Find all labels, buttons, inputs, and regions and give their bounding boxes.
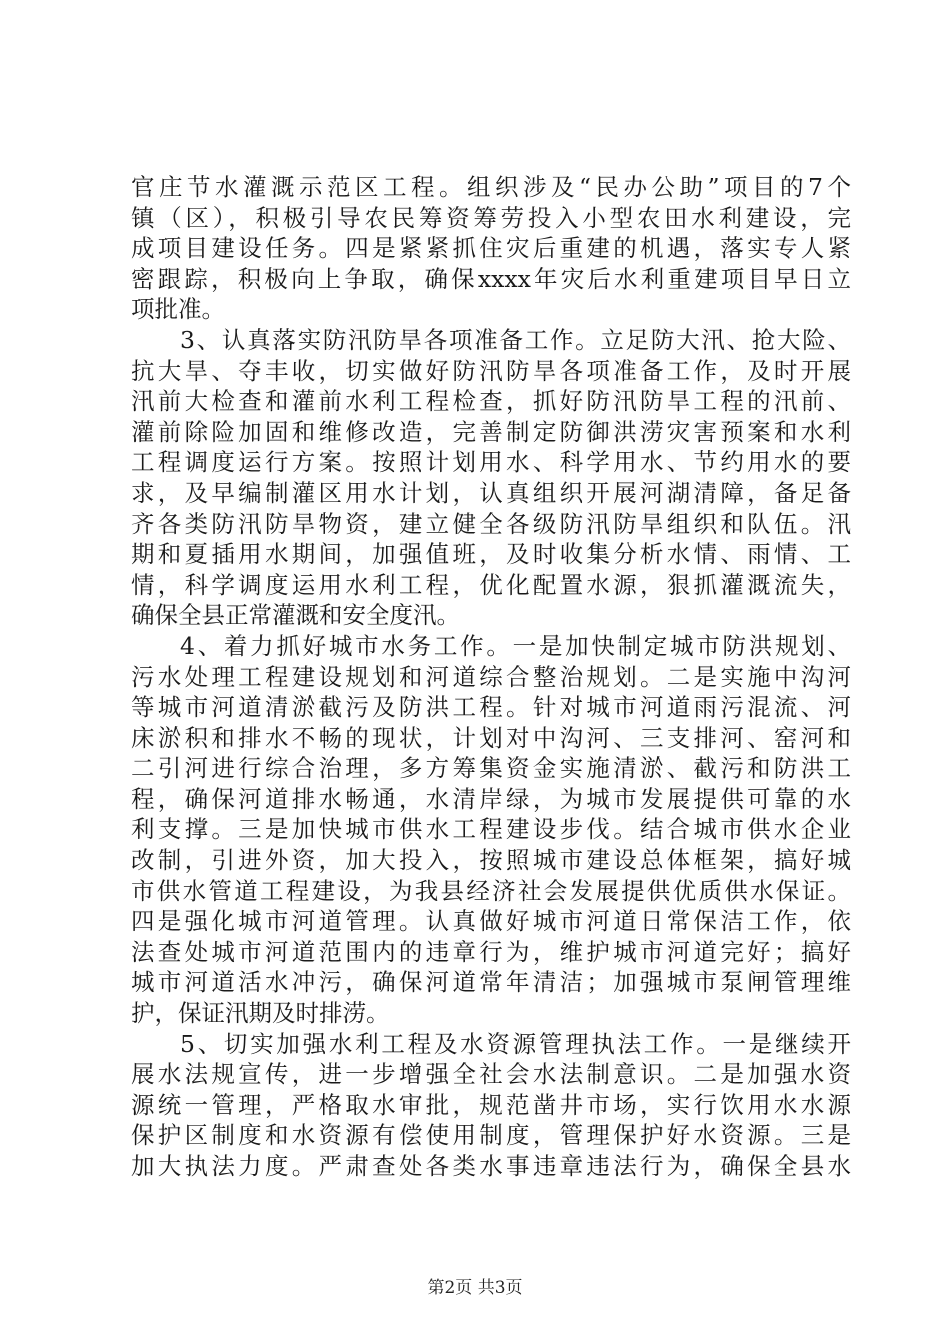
text-line: 期和夏插用水期间，加强值班，及时收集分析水情、雨情、工 (131, 540, 851, 569)
text-line: 利支撑。三是加快城市供水工程建设步伐。结合城市供水企业 (131, 815, 851, 844)
text-line: 城市河道活水冲污，确保河道常年清洁；加强城市泵闸管理维 (131, 968, 851, 997)
text-line: 法查处城市河道范围内的违章行为，维护城市河道完好；搞好 (131, 937, 851, 966)
text-line: 保护区制度和水资源有偿使用制度，管理保护好水资源。三是 (131, 1121, 851, 1150)
text-line: 灌前除险加固和维修改造，完善制定防御洪涝灾害预案和水利 (131, 417, 851, 446)
document-body (131, 172, 851, 1182)
text-line: 确保全县正常灌溉和安全度汛。 (131, 601, 460, 630)
text-line: 展水法规宣传，进一步增强全社会水法制意识。二是加强水资 (131, 1060, 851, 1089)
text-line: 工程调度运行方案。按照计划用水、科学用水、节约用水的要 (131, 448, 851, 477)
text-line: 成项目建设任务。四是紧紧抓住灾后重建的机遇，落实专人紧 (131, 234, 851, 263)
paragraph-start-line: 4、着力抓好城市水务工作。一是加快制定城市防洪规划、 (180, 631, 851, 660)
text-line: 四是强化城市河道管理。认真做好城市河道日常保洁工作，依 (131, 907, 851, 936)
text-line: 官庄节水灌溉示范区工程。组织涉及“民办公助”项目的7个 (131, 173, 851, 201)
text-line: 二引河进行综合治理，多方筹集资金实施清淤、截污和防洪工 (131, 754, 851, 783)
text-line: 情，科学调度运用水利工程，优化配置水源，狠抓灌溉流失， (131, 570, 851, 599)
text-line: 等城市河道清淤截污及防洪工程。针对城市河道雨污混流、河 (131, 693, 851, 722)
paragraph-start-line: 5、切实加强水利工程及水资源管理执法工作。一是继续开 (180, 1029, 851, 1058)
text-line: 改制，引进外资，加大投入，按照城市建设总体框架，搞好城 (131, 846, 851, 875)
text-line: 污水处理工程建设规划和河道综合整治规划。二是实施中沟河 (131, 662, 851, 691)
text-line: 程，确保河道排水畅通，水清岸绿，为城市发展提供可靠的水 (131, 784, 851, 813)
text-line: 求，及早编制灌区用水计划，认真组织开展河湖清障，备足备 (131, 478, 851, 507)
text-line: 项批准。 (131, 295, 225, 324)
text-line: 源统一管理，严格取水审批，规范凿井市场，实行饮用水水源 (131, 1090, 851, 1119)
text-line: 市供水管道工程建设，为我县经济社会发展提供优质供水保证。 (131, 876, 851, 905)
page-footer: 第2页 共3页 (427, 1278, 523, 1298)
text-line: 床淤积和排水不畅的现状，计划对中沟河、三支排河、窑河和 (131, 723, 851, 752)
text-line: 护，保证汛期及时排涝。 (131, 999, 390, 1028)
text-line: 抗大旱、夺丰收，切实做好防汛防旱各项准备工作，及时开展 (131, 356, 851, 385)
text-line: 汛前大检查和灌前水利工程检查，抓好防汛防旱工程的汛前、 (131, 387, 851, 416)
text-line: 加大执法力度。严肃查处各类水事违章违法行为，确保全县水 (131, 1152, 851, 1180)
text-line: 镇（区），积极引导农民筹资筹劳投入小型农田水利建设，完 (131, 203, 851, 232)
text-line: 密跟踪，积极向上争取，确保xxxx年灾后水利重建项目早日立 (131, 264, 851, 293)
text-line: 齐各类防汛防旱物资，建立健全各级防汛防旱组织和队伍。汛 (131, 509, 851, 538)
paragraph-start-line: 3、认真落实防汛防旱各项准备工作。立足防大汛、抢大险、 (180, 325, 851, 354)
